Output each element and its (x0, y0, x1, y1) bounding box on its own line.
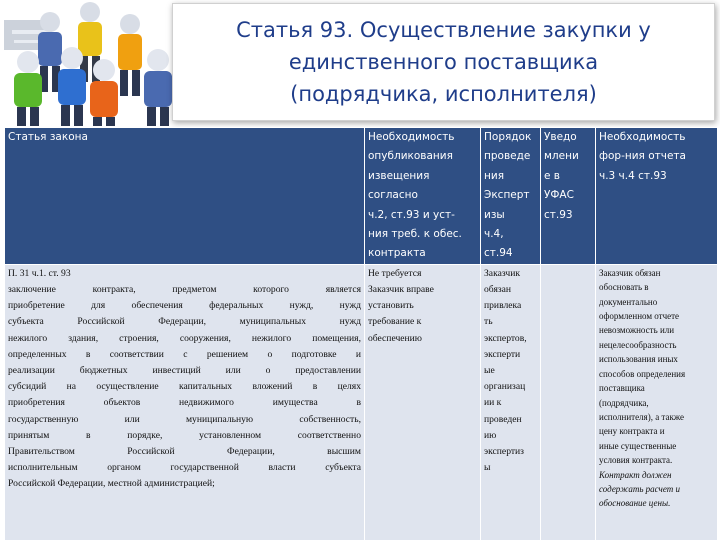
header-report-necessity: Необходимость фор-ния отчета ч.3 ч.4 ст.93 (596, 128, 718, 265)
table-row (5, 264, 718, 540)
figure-7 (144, 49, 172, 126)
header-expertise-procedure: Порядок проведе ния Эксперт изы ч.4, ст.94 (481, 128, 541, 265)
cell-report: Заказчик обязан обосновать в документально оформленном отчете невозможность или нецелесообразность использования иных способов определения поставщика (подрядчика, исполнителя), а также цену контракта и иные существенные условия контракта. Контракт должен содержать расчет и обоснование цены. (596, 264, 718, 540)
cell-fas-notification (541, 264, 596, 540)
header-notice-necessity: Необходимость опубликования извещения согласно ч.2, ст.93 и уст- ния треб. к обес. контракта (365, 128, 481, 265)
title-line-3: (подрядчика, исполнителя) (290, 82, 597, 106)
slide-header (0, 0, 720, 126)
title-box (172, 3, 715, 121)
table-header-row (5, 128, 718, 265)
cell-notice: Не требуется Заказчик вправе установить требование к обеспечению (365, 264, 481, 540)
business-people-illustration (0, 0, 176, 126)
procurement-table (4, 127, 718, 540)
figure-5 (58, 47, 86, 126)
title-line-1: Статья 93. Осуществление закупки у (236, 18, 651, 42)
figure-6 (90, 59, 118, 126)
cell-expertise: Заказчик обязан привлека ть экспертов, эксперти ые организац ии к проведен ию экспертиз ы (481, 264, 541, 540)
header-law-article: Статья закона (5, 128, 365, 265)
figure-4 (14, 51, 42, 126)
title-line-2: единственного поставщика (288, 50, 599, 74)
header-fas-notification: Уведо млени е в УФАС ст.93 (541, 128, 596, 265)
figure-3 (118, 14, 142, 96)
cell-law-text: П. 31 ч.1. ст. 93 заключение контракта, предметом которого является приобретение для обеспечения федеральных нужд, нужд субъекта Российской Федерации, муниципальных нужд нежилого здания, строения, сооружения, нежилого помещения, определенных в соответствии с решением о подготовке и реализации бюджетных инвестиций или о предоставлении субсидий на осуществление капитальных вложений в целях приобретения объектов недвижимого имущества в государственную или муниципальную собственность, принятым в порядке, установленном соответственно Правительством Российской Федерации, высшим исполнительным органом государственной власти субъекта Российской Федерации, местной администрацией; (5, 264, 365, 540)
